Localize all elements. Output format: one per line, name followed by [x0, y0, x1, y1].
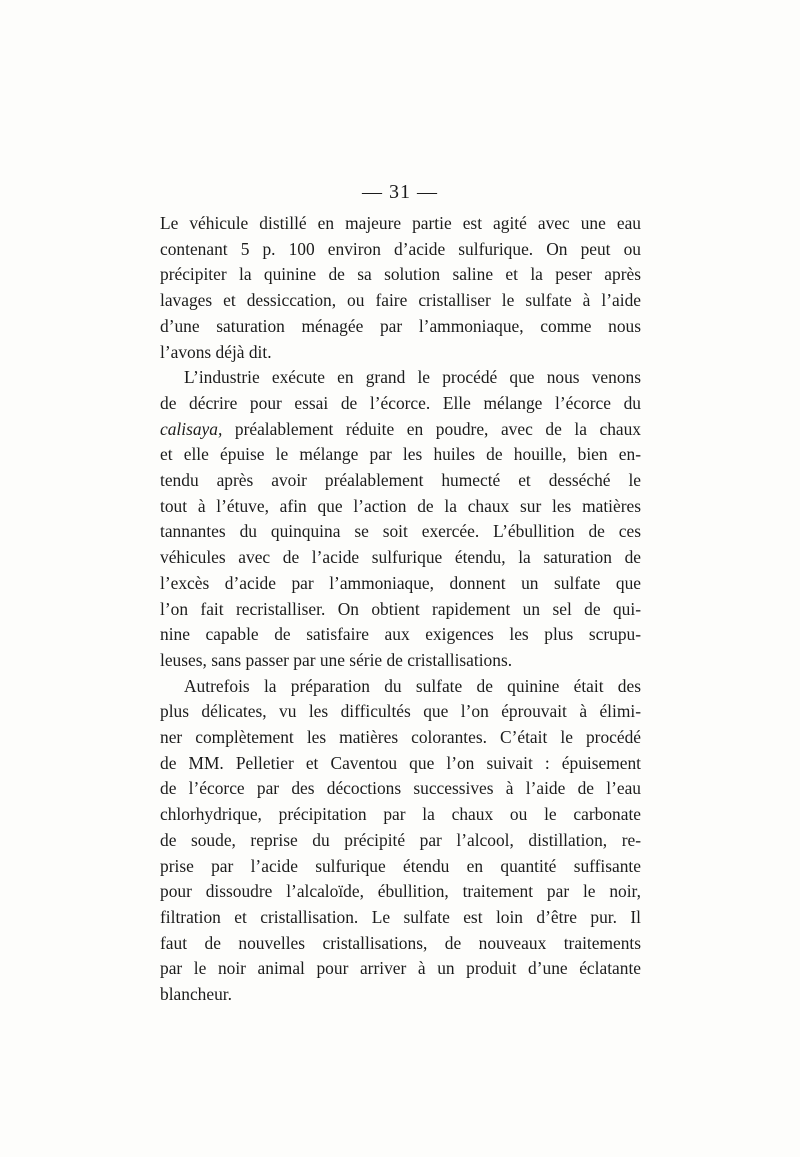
text-line: l’excès d’acide par l’ammoniaque, donnent un sulfate que: [160, 572, 641, 593]
text-line: Le véhicule distillé en majeure partie est agité avec une eau: [160, 213, 641, 233]
text-line: de MM. Pelletier et Caventou que l’on suivait : épuisement: [160, 752, 641, 773]
text-line: Autrefois la préparation du sulfate de quinine était des: [184, 675, 641, 696]
text-line: prise par l’acide sulfurique étendu en quantité suffisante: [160, 855, 641, 876]
text-line: L’industrie exécute en grand le procédé que nous venons: [184, 367, 641, 388]
text-line: pour dissoudre l’alcaloïde, ébullition, traitement par le noir,: [160, 881, 641, 902]
text-line: lavages et dessiccation, ou faire cristalliser le sulfate à l’aide: [160, 290, 641, 311]
text-line: tannantes du quinquina se soit exercée. L’ébullition de ces: [160, 521, 641, 542]
text-line: [160, 417, 641, 443]
text-line: faut de nouvelles cristallisations, de nouveaux traitements: [160, 932, 641, 953]
italic-term: calisaya,: [160, 418, 223, 439]
text-line: l’avons déjà dit.: [160, 341, 272, 362]
text-line: nine capable de satisfaire aux exigences les plus scrupu-: [160, 624, 641, 645]
page-number: — 31 —: [362, 181, 438, 203]
text-line: leuses, sans passer par une série de cristallisations.: [160, 649, 513, 670]
text-line: chlorhydrique, précipitation par la chaux ou le carbonate: [160, 804, 641, 825]
text-line: de décrire pour essai de l’écorce. Elle mélange l’écorce du: [160, 392, 641, 413]
text-line: précipiter la quinine de sa solution saline et la peser après: [160, 264, 641, 285]
text-line: l’on fait recristalliser. On obtient rapidement un sel de qui-: [160, 598, 641, 619]
text-line: de l’écorce par des décoctions successives à l’aide de l’eau: [160, 778, 641, 799]
text-line: plus délicates, vu les difficultés que l’on éprouvait à élimi-: [160, 701, 641, 722]
body-text: [160, 211, 641, 1008]
text-line: tendu après avoir préalablement humecté et desséché le: [160, 470, 641, 491]
text-line: ner complètement les matières colorantes. C’était le procédé: [160, 727, 641, 748]
text-line: par le noir animal pour arriver à un produit d’une éclatante: [160, 958, 641, 979]
text-segment: préalablement réduite en poudre, avec de la chaux: [222, 418, 641, 439]
text-line: et elle épuise le mélange par les huiles de houille, bien en-: [160, 444, 641, 465]
text-line: d’une saturation ménagée par l’ammoniaque, comme nous: [160, 315, 641, 336]
text-line: de soude, reprise du précipité par l’alcool, distillation, re-: [160, 829, 641, 850]
text-line: contenant 5 p. 100 environ d’acide sulfurique. On peut ou: [160, 238, 641, 259]
text-line: filtration et cristallisation. Le sulfate est loin d’être pur. Il: [160, 906, 641, 927]
text-line: blancheur.: [160, 984, 232, 1005]
text-line: véhicules avec de l’acide sulfurique étendu, la saturation de: [160, 547, 641, 568]
text-line: tout à l’étuve, afin que l’action de la chaux sur les matières: [160, 495, 641, 516]
